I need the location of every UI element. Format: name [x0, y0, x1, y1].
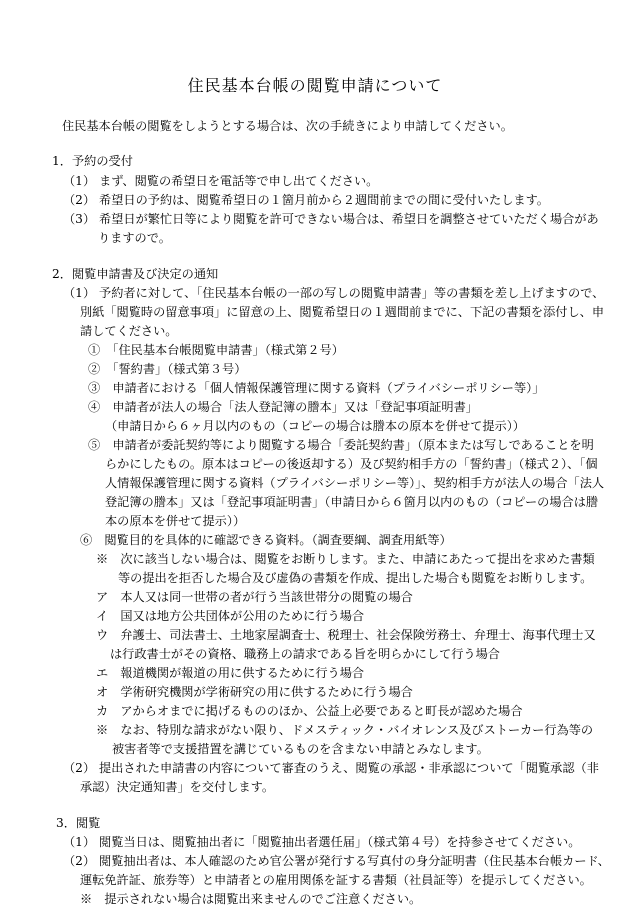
section-2-heading: 2．閲覧申請書及び決定の通知: [52, 267, 219, 281]
s2-case-o: オ 学術研究機関が学術研究の用に供するために行う場合: [96, 685, 413, 699]
s2-para-1-cont: 請してください。: [80, 324, 178, 338]
s2-doc-5-cont: らかにしたもの。原本はコピーの後返却する）及び契約相手方の「誓約書」（様式２）、「個: [105, 457, 598, 471]
s2-case-u: ウ 弁護士、司法書士、土地家屋調査士、税理士、社会保険労務士、弁理士、海事代理士又: [96, 628, 596, 642]
s2-case-ka: カ アからオまでに掲げるもののほか、公益上必要であると町長が認めた場合: [96, 704, 523, 718]
s2-para-1-cont: 別紙「閲覧時の留意事項」に留意の上、閲覧希望日の１週間前までに、下記の書類を添付し、申: [80, 305, 605, 319]
s2-doc-6: ⑥ 閲覧目的を具体的に確認できる資料。（調査要綱、調査用紙等）: [80, 533, 452, 547]
section-3-heading: 3．閲覧: [56, 816, 101, 830]
s1-item-2: （2） 希望日の予約は、閲覧希望日の１箇月前から２週間前までの間に受付いたします。: [63, 193, 549, 207]
s2-doc-3: ③ 申請者における「個人情報保護管理に関する資料（プライバシーポリシー等）」: [88, 381, 545, 395]
s2-doc-1: ① 「住民基本台帳閲覧申請書」（様式第２号）: [88, 343, 344, 357]
s2-doc-5: ⑤ 申請者が委託契約等により閲覧する場合「委託契約書」（原本または写しであることを明: [88, 438, 594, 452]
s1-item-3: （3） 希望日が繁忙日等により閲覧を許可できない場合は、希望日を調整させていただく場合があ: [63, 212, 599, 226]
document-title: 住民基本台帳の閲覧申請について: [187, 76, 443, 95]
s2-case-e: エ 報道機関が報道の用に供するために行う場合: [96, 666, 365, 680]
s1-item-1: （1） まず、閲覧の希望日を電話等で申し出てください。: [63, 174, 379, 188]
s3-para-1: （1） 閲覧当日は、閲覧抽出者に「閲覧抽出者選任届」（様式第４号）を持参させてください。: [63, 835, 581, 849]
s2-doc-5-cont: 登記簿の謄本」又は「登記事項証明書」（申請日から６箇月以内のもの（コピーの場合は謄: [105, 495, 599, 509]
s2-case-a: ア 本人又は同一世帯の者が行う当該世帯分の閲覧の場合: [96, 590, 413, 604]
s3-para-2-cont: 運転免許証、旅券等）と申請者との雇用関係を証する書類（社員証等）を提示してください。: [80, 873, 592, 887]
s2-note-1: ※ 次に該当しない場合は、閲覧をお断りします。また、申請にあたって提出を求めた書類: [96, 552, 595, 566]
s2-case-u-cont: は行政書士がその資格、職務上の請求である旨を明らかにして行う場合: [110, 647, 500, 661]
section-1-heading: 1．予約の受付: [52, 154, 133, 168]
s2-para-2-cont: 承認）決定通知書」を交付します。: [80, 780, 275, 794]
s1-item-3-cont: りますので。: [98, 231, 171, 245]
s2-para-1: （1） 予約者に対して、「住民基本台帳の一部の写しの閲覧申請書」等の書類を差し上げますので、: [63, 286, 605, 300]
s3-note: ※ 提示されない場合は閲覧出来ませんのでご注意ください。: [80, 892, 422, 906]
s2-para-2: （2） 提出された申請書の内容について審査のうえ、閲覧の承認・非承認について「閲覧承認（非: [63, 761, 599, 775]
s2-doc-4-cont: （申請日から６ヶ月以内のもの（コピーの場合は謄本の原本を併せて提示））: [105, 419, 525, 433]
s2-doc-2: ② 「誓約書」（様式第３号）: [88, 362, 247, 376]
s2-case-i: イ 国又は地方公共団体が公用のために行う場合: [96, 609, 365, 623]
s2-doc-5-cont: 人情報保護管理に関する資料（プライバシーポリシー等）」、契約相手方が法人の場合「法人: [105, 476, 605, 490]
s2-doc-4: ④ 申請者が法人の場合「法人登記簿の謄本」又は「登記事項証明書」: [88, 400, 478, 414]
s2-note-1-cont: 等の提出を拒否した場合及び虚偽の書類を作成、提出した場合も閲覧をお断りします。: [118, 571, 593, 585]
intro-text: 住民基本台帳の閲覧をしようとする場合は、次の手続きにより申請してください。: [62, 119, 513, 133]
s2-note-2: ※ なお、特別な請求がない限り、ドメスティック・バイオレンス及びストーカー行為等の: [96, 723, 594, 737]
s2-doc-5-cont: 本の原本を併せて提示））: [105, 514, 246, 528]
s3-para-2: （2） 閲覧抽出者は、本人確認のため官公署が発行する写真付の身分証明書（住民基本台帳カード、: [63, 854, 610, 868]
s2-note-2-cont: 被害者等で支援措置を講じているものを含まない申請とみなします。: [112, 742, 489, 756]
